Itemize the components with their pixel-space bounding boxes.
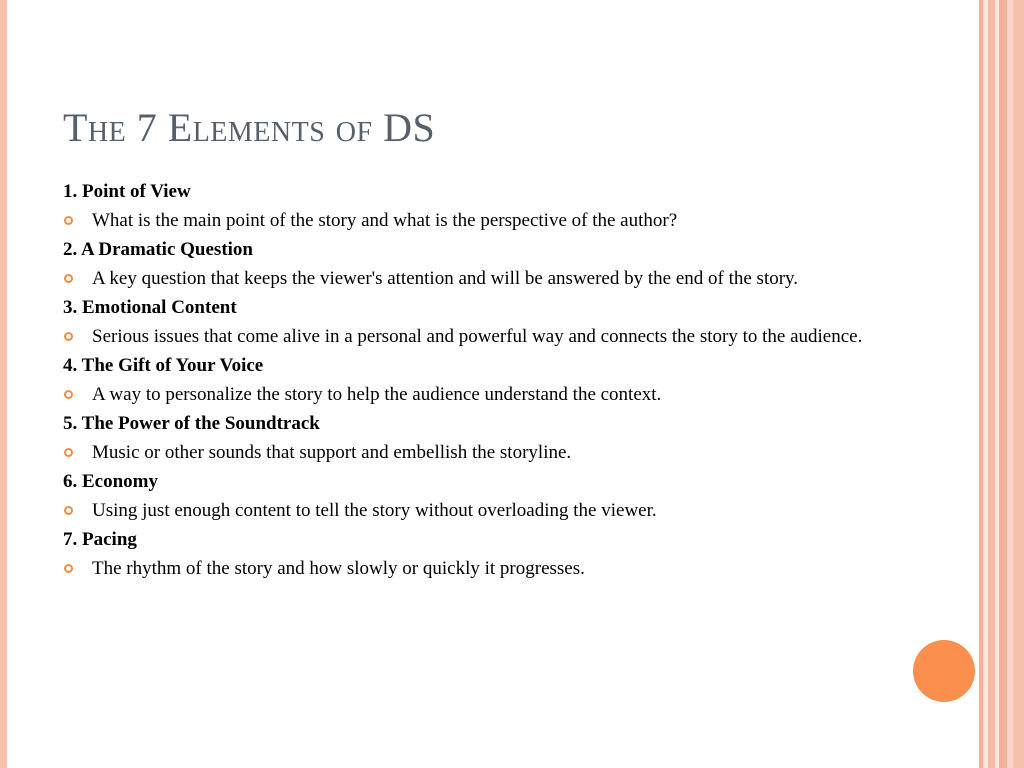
element-description-text: Using just enough content to tell the story without overloading the viewer. bbox=[92, 500, 657, 521]
element-description-text: The rhythm of the story and how slowly or quickly it progresses. bbox=[92, 558, 585, 579]
element-heading: 5. The Power of the Soundtrack bbox=[63, 413, 320, 434]
bullet-circle-icon bbox=[64, 390, 73, 399]
element-description-text: A key question that keeps the viewer's attention and will be answered by the end of the story. bbox=[92, 268, 799, 289]
slide-content bbox=[63, 181, 893, 587]
element-heading: 2. A Dramatic Question bbox=[63, 239, 253, 260]
element-description bbox=[63, 326, 893, 347]
slide-title: The 7 Elements of DS bbox=[63, 105, 436, 150]
element-description bbox=[63, 500, 893, 521]
right-stripe-decoration bbox=[999, 0, 1007, 768]
element-description-text: What is the main point of the story and what is the perspective of the author? bbox=[92, 210, 678, 231]
element-heading: 3. Emotional Content bbox=[63, 297, 237, 318]
element-description bbox=[63, 268, 893, 289]
element-heading: 4. The Gift of Your Voice bbox=[63, 355, 264, 376]
element-description bbox=[63, 442, 893, 463]
right-stripe-decoration bbox=[988, 0, 995, 768]
bullet-circle-icon bbox=[64, 448, 73, 457]
element-heading: 1. Point of View bbox=[63, 181, 191, 202]
right-stripe-decoration bbox=[1013, 0, 1024, 768]
left-border-decoration bbox=[0, 0, 7, 768]
element-heading: 6. Economy bbox=[63, 471, 158, 492]
element-description-text: A way to personalize the story to help the audience understand the context. bbox=[92, 384, 662, 405]
bullet-circle-icon bbox=[64, 274, 73, 283]
element-description-text: Serious issues that come alive in a personal and powerful way and connects the story to the audience. bbox=[92, 326, 863, 347]
element-description bbox=[63, 558, 893, 579]
element-description-text: Music or other sounds that support and embellish the storyline. bbox=[92, 442, 572, 463]
bullet-circle-icon bbox=[64, 564, 73, 573]
bullet-circle-icon bbox=[64, 332, 73, 341]
orange-circle-decoration bbox=[913, 640, 975, 702]
bullet-circle-icon bbox=[64, 506, 73, 515]
element-heading: 7. Pacing bbox=[63, 529, 137, 550]
element-description bbox=[63, 384, 893, 405]
element-description bbox=[63, 210, 893, 231]
bullet-circle-icon bbox=[64, 216, 73, 225]
